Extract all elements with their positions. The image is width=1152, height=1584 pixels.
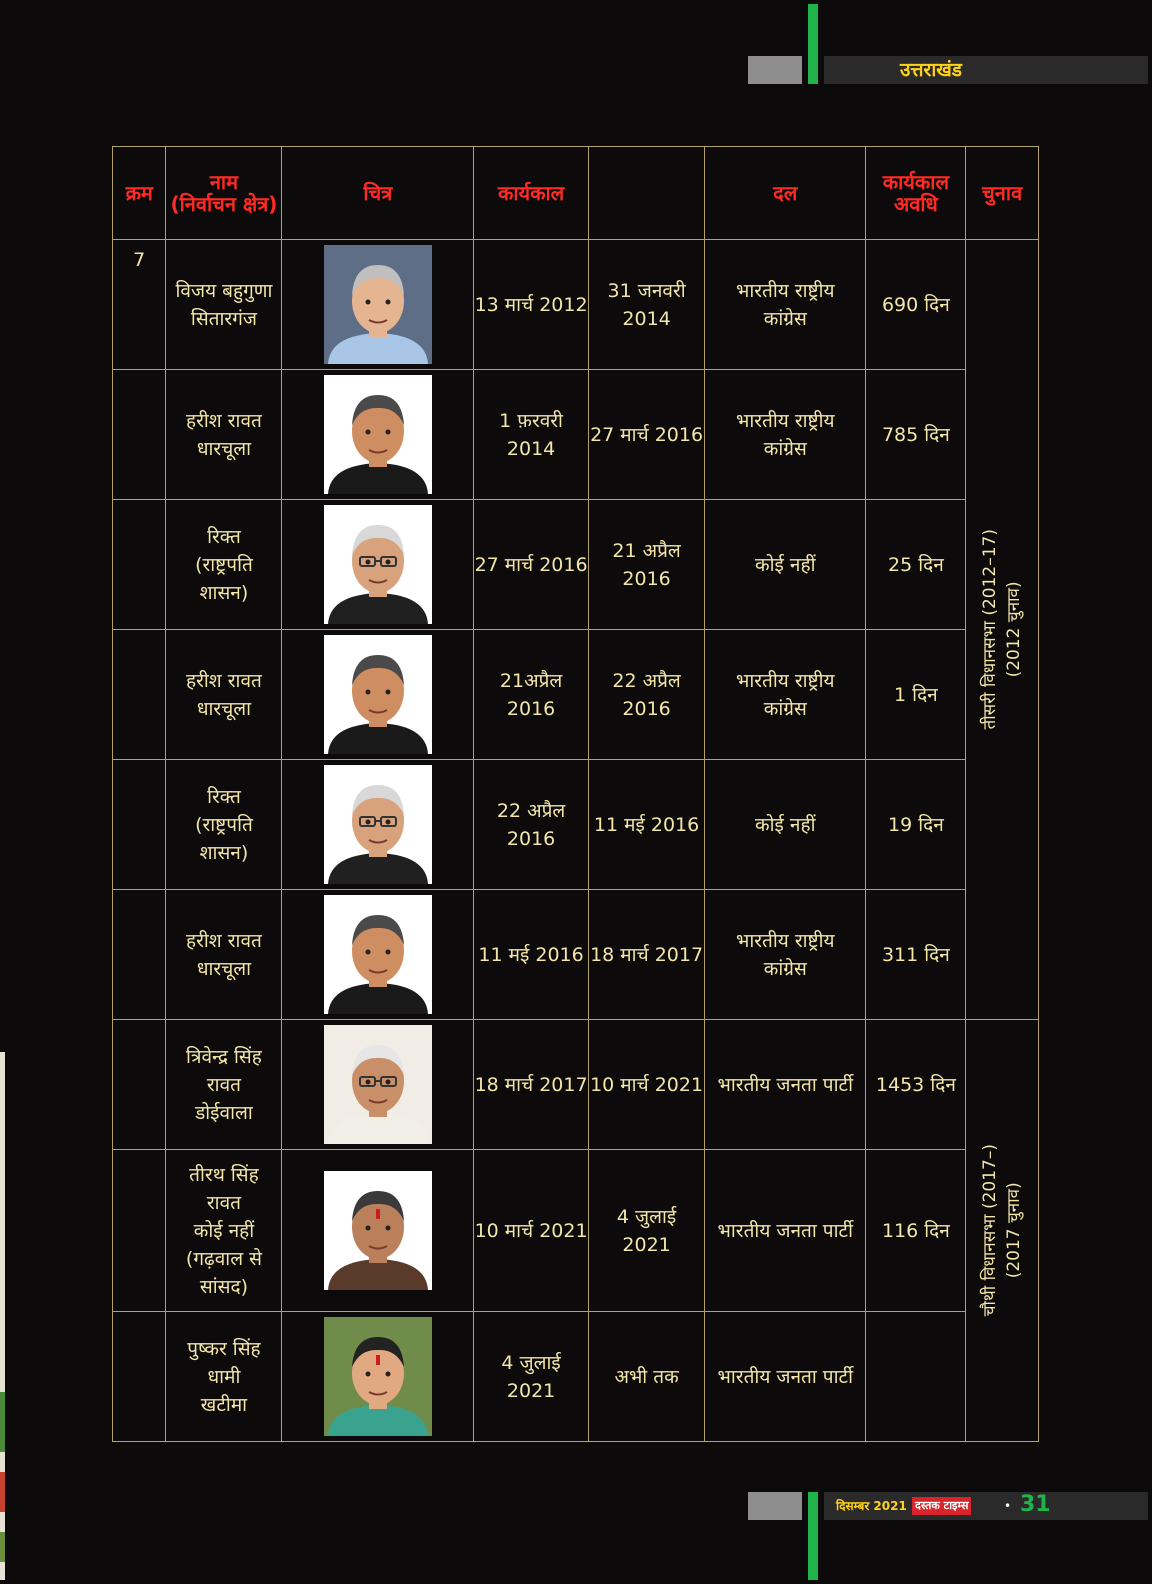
name-line: धारचूला [196, 437, 252, 460]
start-line: 2021 [506, 1379, 556, 1402]
end-cell [589, 1020, 705, 1150]
portrait-photo [324, 1317, 432, 1436]
end-line: 22 अप्रैल [612, 669, 681, 692]
start-line: 21अप्रैल [499, 669, 563, 692]
party-cell [705, 1150, 866, 1312]
header-name-line1: नाम [209, 170, 239, 194]
photo-cell [282, 500, 474, 630]
end-line: 27 मार्च 2016 [590, 423, 704, 446]
start-line: 2016 [506, 697, 556, 720]
election-line2: (2017 चुनाव) [1004, 1182, 1025, 1279]
end-line: 4 जुलाई [616, 1205, 677, 1228]
name-line: सांसद) [199, 1275, 249, 1298]
name-cell [166, 500, 282, 630]
start-line: 2016 [506, 827, 556, 850]
party-line: भारतीय राष्ट्रीय [735, 669, 835, 692]
start-line: 1 फ़रवरी [499, 409, 563, 432]
end-line: 2016 [622, 697, 671, 720]
portrait-photo [324, 375, 432, 494]
serial-cell: 7 [113, 240, 166, 370]
photo-cell [282, 370, 474, 500]
name-cell [166, 1312, 282, 1442]
name-line: शासन) [199, 581, 249, 604]
start-line: 2014 [506, 437, 556, 460]
party-cell [705, 1020, 866, 1150]
end-line: 11 मई 2016 [593, 813, 700, 836]
name-cell [166, 760, 282, 890]
election-line1: तीसरी विधानसभा (2012–17) [980, 529, 1001, 730]
header-election: चुनाव [966, 147, 1039, 240]
photo-cell [282, 1150, 474, 1312]
name-cell [166, 630, 282, 760]
name-line: (राष्ट्रपति [195, 553, 253, 576]
end-cell [589, 630, 705, 760]
end-cell [589, 500, 705, 630]
table-row [113, 500, 1039, 630]
portrait-photo [324, 505, 432, 624]
duration-cell: 25 दिन [866, 500, 966, 630]
header-duration-line1: कार्यकाल [882, 170, 950, 194]
party-line: भारतीय जनता पार्टी [717, 1365, 854, 1388]
photo-cell [282, 760, 474, 890]
start-cell [474, 240, 589, 370]
section-title: उत्तराखंड [900, 59, 962, 81]
table-row [113, 1020, 1039, 1150]
portrait-photo [324, 1171, 432, 1290]
party-line: कांग्रेस [763, 307, 807, 330]
election-line1: चौथी विधानसभा (2017–) [980, 1144, 1001, 1317]
name-line: पुष्कर सिंह [187, 1337, 261, 1360]
serial-cell [113, 1150, 166, 1312]
table-row [113, 890, 1039, 1020]
duration-cell: 1 दिन [866, 630, 966, 760]
table-row [113, 1150, 1039, 1312]
party-cell [705, 890, 866, 1020]
party-cell [705, 760, 866, 890]
footer-green-stripe [808, 1492, 818, 1580]
name-line: सितारगंज [190, 307, 257, 330]
end-line: 2014 [622, 307, 671, 330]
end-cell [589, 760, 705, 890]
party-line: कांग्रेस [763, 957, 807, 980]
header-duration-line2: अवधि [893, 192, 938, 216]
start-line: 11 मई 2016 [478, 943, 584, 966]
header-name [166, 147, 282, 240]
end-line: 21 अप्रैल [612, 539, 681, 562]
party-line: भारतीय राष्ट्रीय [735, 409, 835, 432]
party-line: कोई नहीं [755, 553, 816, 576]
photo-cell [282, 240, 474, 370]
duration-cell: 1453 दिन [866, 1020, 966, 1150]
end-cell [589, 240, 705, 370]
name-line: धारचूला [196, 697, 252, 720]
name-cell [166, 1020, 282, 1150]
name-line: धामी [207, 1365, 241, 1388]
name-line: रावत [206, 1073, 241, 1096]
name-cell [166, 890, 282, 1020]
start-cell [474, 1020, 589, 1150]
end-cell [589, 370, 705, 500]
header-green-stripe [808, 4, 818, 84]
start-cell [474, 500, 589, 630]
name-line: रिक्त [207, 525, 241, 548]
magazine-logo: दस्तक टाइम्स [912, 1497, 971, 1515]
name-line: (गढ़वाल से [185, 1247, 262, 1270]
end-line: 2016 [622, 567, 671, 590]
start-cell [474, 1312, 589, 1442]
header-party: दल [705, 147, 866, 240]
end-cell [589, 890, 705, 1020]
party-cell [705, 630, 866, 760]
left-edge-strip [0, 1052, 5, 1580]
table-row [113, 240, 1039, 370]
serial-cell [113, 500, 166, 630]
party-line: कांग्रेस [763, 437, 807, 460]
header-gray-block [748, 56, 802, 84]
table-row [113, 1312, 1039, 1442]
election-cell-fourth-assembly [966, 1020, 1039, 1442]
photo-cell [282, 890, 474, 1020]
name-line: खटीमा [200, 1393, 248, 1416]
end-line: 2021 [622, 1233, 671, 1256]
party-line: कोई नहीं [755, 813, 816, 836]
election-label [978, 529, 1026, 729]
table-row [113, 630, 1039, 760]
name-cell [166, 1150, 282, 1312]
name-line: (राष्ट्रपति [195, 813, 253, 836]
party-line: भारतीय राष्ट्रीय [735, 279, 835, 302]
end-line: 31 जनवरी [607, 279, 686, 302]
party-cell [705, 500, 866, 630]
serial-cell [113, 890, 166, 1020]
header-name-line2: (निर्वाचन क्षेत्र) [170, 192, 278, 216]
party-line: कांग्रेस [763, 697, 807, 720]
portrait-photo [324, 895, 432, 1014]
table-header-row [113, 147, 1039, 240]
name-cell [166, 370, 282, 500]
duration-cell: 19 दिन [866, 760, 966, 890]
party-cell [705, 240, 866, 370]
election-cell-third-assembly [966, 240, 1039, 1020]
name-line: हरीश रावत [186, 929, 262, 952]
end-line: 10 मार्च 2021 [590, 1073, 704, 1096]
end-line: अभी तक [614, 1365, 679, 1388]
name-line: विजय बहुगुणा [175, 279, 273, 302]
portrait-photo [324, 765, 432, 884]
start-cell [474, 630, 589, 760]
name-line: तीरथ सिंह [189, 1163, 259, 1186]
duration-cell: 311 दिन [866, 890, 966, 1020]
header-serial: क्रम [113, 147, 166, 240]
party-line: भारतीय जनता पार्टी [717, 1219, 854, 1242]
duration-cell [866, 1312, 966, 1442]
serial-cell [113, 370, 166, 500]
name-line: रावत [206, 1191, 241, 1214]
footer-gray-block [748, 1492, 802, 1520]
serial-cell [113, 1020, 166, 1150]
portrait-photo [324, 635, 432, 754]
header-term: कार्यकाल [474, 147, 589, 240]
page-number: 31 [1020, 1492, 1051, 1517]
start-line: 10 मार्च 2021 [474, 1219, 588, 1242]
start-cell [474, 1150, 589, 1312]
party-cell [705, 1312, 866, 1442]
footer-date: दिसम्बर 2021 [836, 1499, 907, 1513]
party-line: भारतीय जनता पार्टी [717, 1073, 854, 1096]
start-line: 13 मार्च 2012 [474, 293, 588, 316]
serial-cell [113, 760, 166, 890]
footer-bullet: • [1004, 1499, 1012, 1513]
name-line: रिक्त [207, 785, 241, 808]
photo-cell [282, 630, 474, 760]
photo-cell [282, 1020, 474, 1150]
election-line2: (2012 चुनाव) [1004, 581, 1025, 678]
end-line: 18 मार्च 2017 [590, 943, 704, 966]
start-cell [474, 370, 589, 500]
table-row [113, 370, 1039, 500]
name-cell [166, 240, 282, 370]
duration-cell: 690 दिन [866, 240, 966, 370]
serial-cell [113, 1312, 166, 1442]
photo-cell [282, 1312, 474, 1442]
name-line: कोई नहीं [193, 1219, 255, 1242]
start-line: 27 मार्च 2016 [474, 553, 588, 576]
end-cell [589, 1150, 705, 1312]
portrait-photo [324, 1025, 432, 1144]
party-cell [705, 370, 866, 500]
name-line: धारचूला [196, 957, 252, 980]
serial-cell [113, 630, 166, 760]
name-line: हरीश रावत [186, 669, 262, 692]
name-line: डोईवाला [195, 1101, 253, 1124]
start-line: 22 अप्रैल [496, 799, 566, 822]
name-line: हरीश रावत [186, 409, 262, 432]
duration-cell: 785 दिन [866, 370, 966, 500]
name-line: शासन) [199, 841, 249, 864]
election-label [978, 1144, 1026, 1316]
portrait-photo [324, 245, 432, 364]
header-term-end [589, 147, 705, 240]
duration-cell: 116 दिन [866, 1150, 966, 1312]
header-photo: चित्र [282, 147, 474, 240]
start-line: 18 मार्च 2017 [474, 1073, 588, 1096]
party-line: भारतीय राष्ट्रीय [735, 929, 835, 952]
end-cell [589, 1312, 705, 1442]
start-cell [474, 890, 589, 1020]
name-line: त्रिवेन्द्र सिंह [186, 1045, 262, 1068]
table-row [113, 760, 1039, 890]
start-line: 4 जुलाई [501, 1351, 561, 1374]
chief-ministers-table [112, 146, 1039, 1442]
header-duration [866, 147, 966, 240]
start-cell [474, 760, 589, 890]
